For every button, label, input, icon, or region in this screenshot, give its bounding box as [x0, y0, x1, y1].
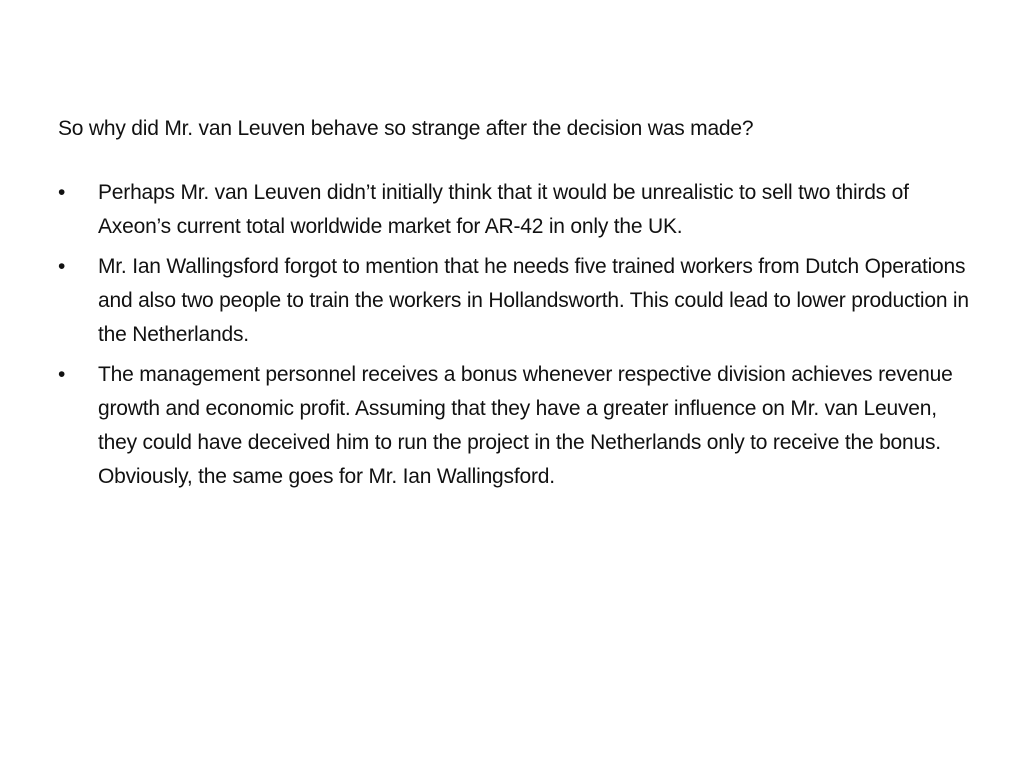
- slide-content: [58, 112, 978, 500]
- intro-question: So why did Mr. van Leuven behave so strange after the decision was made?: [58, 117, 754, 140]
- bullet-marker: •: [58, 363, 66, 386]
- bullet-marker: •: [58, 255, 66, 278]
- bullet-text: The management personnel receives a bonus whenever respective division achieves revenue growth and economic profit. Assuming that they have a greater influence on Mr. van Leuven, they could have deceived him to run the project in the Netherlands only to receive the bonus. Obviously, the same goes for Mr. Ian Wallingsford.: [98, 363, 953, 488]
- bullet-item-3: [58, 358, 978, 494]
- bullet-list: [58, 176, 978, 494]
- bullet-text: Perhaps Mr. van Leuven didn’t initially think that it would be unrealistic to sell two thirds of Axeon’s current total worldwide market for AR-42 in only the UK.: [98, 181, 909, 238]
- bullet-marker: •: [58, 181, 66, 204]
- bullet-item-2: [58, 250, 978, 352]
- bullet-text: Mr. Ian Wallingsford forgot to mention that he needs five trained workers from Dutch Operations and also two people to train the workers in Hollandsworth. This could lead to lower production in the Netherlands.: [98, 255, 969, 346]
- bullet-item-1: [58, 176, 978, 244]
